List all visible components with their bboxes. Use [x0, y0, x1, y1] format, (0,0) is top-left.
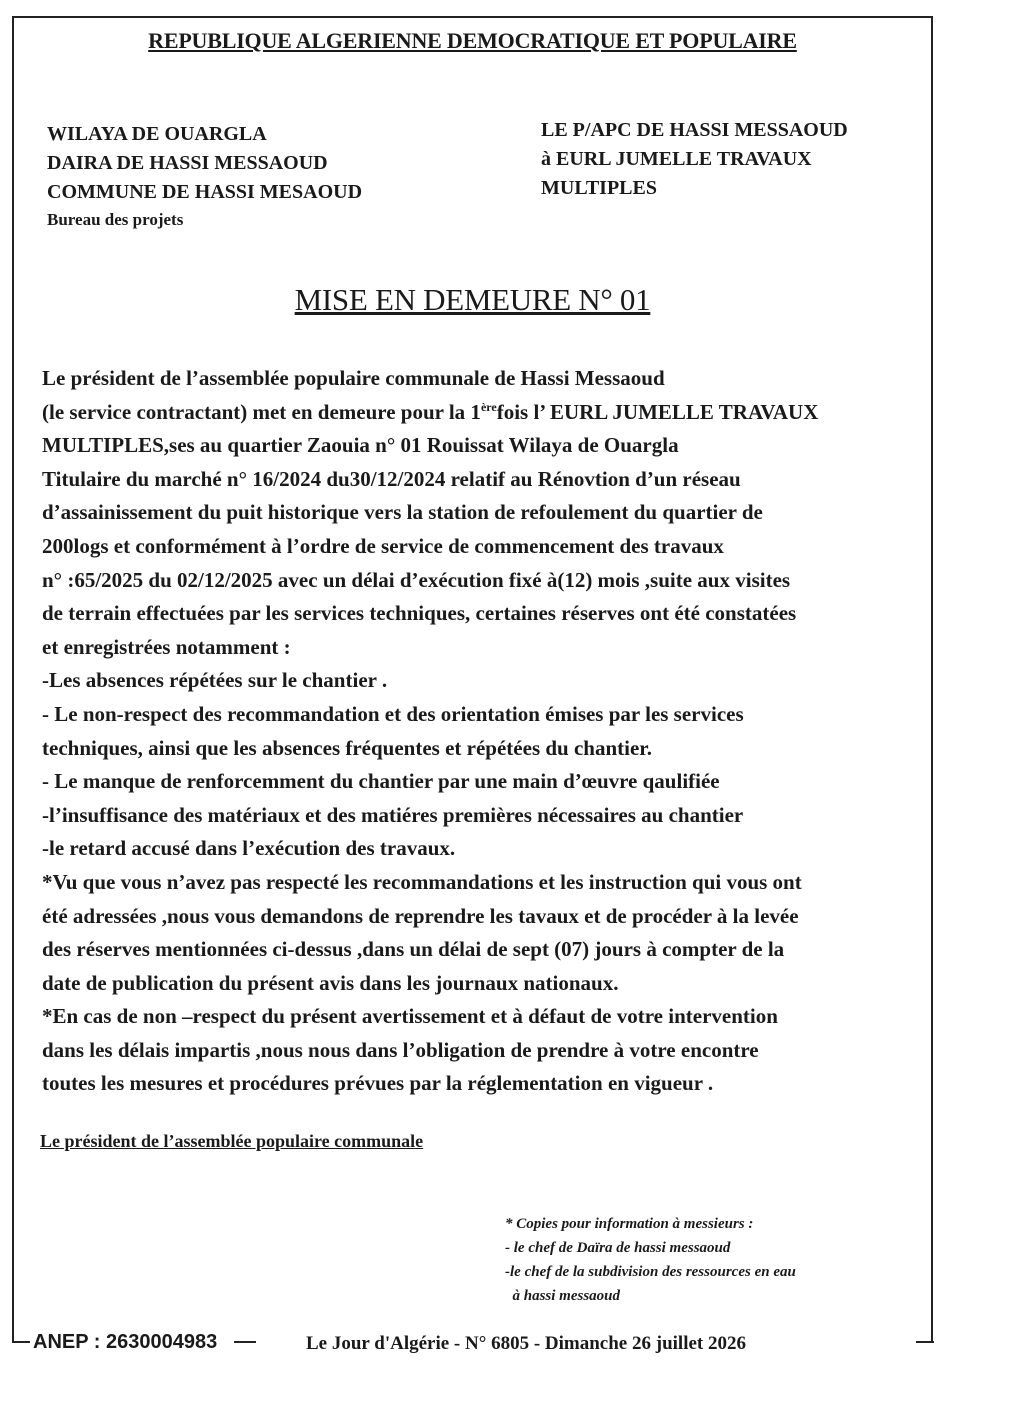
body-line: MULTIPLES,ses au quartier Zaouia n° 01 Rouissat Wilaya de Ouargla [42, 433, 679, 458]
reserve-item: - Le manque de renforcemment du chantier par une main d’œuvre qaulifiée [42, 769, 720, 794]
body-line: de terrain effectuées par les services techniques, certaines réserves ont été constatées [42, 601, 797, 626]
frame-bottom-left-rule [12, 1341, 30, 1343]
reserve-item: -Les absences répétées sur le chantier . [42, 668, 388, 693]
body-line: *En cas de non –respect du présent avertissement et à défaut de votre intervention [42, 1004, 778, 1029]
reserve-item: - Le non-respect des recommandation et des orientation émises par les services [42, 701, 744, 726]
copies-item: -le chef de la subdivision des ressources en eau [505, 1264, 796, 1280]
copies-item: à hassi messaoud [505, 1288, 621, 1304]
body-line: (le service contractant) met en demeure pour la 1èrefois l’ EURL JUMELLE TRAVAUX [42, 399, 819, 424]
recipient-line-1: LE P/APC DE HASSI MESSAOUD [541, 119, 848, 141]
body-line: Le président de l’assemblée populaire communale de Hassi Messaoud [42, 366, 665, 390]
document-title: MISE EN DEMEURE N° 01 [294, 282, 651, 317]
body-line: 200logs et conformément à l’ordre de service de commencement des travaux [42, 533, 724, 558]
recipient-block [541, 116, 848, 203]
copies-heading: * Copies pour information à messieurs : [505, 1216, 754, 1232]
anep-reference: ANEP : 2630004983 [33, 1331, 218, 1353]
body-line: des réserves mentionnées ci-dessus ,dans un délai de sept (07) jours à compter de la [42, 937, 785, 962]
issuer-daira: DAIRA DE HASSI MESSAOUD [47, 152, 328, 174]
signature-title: Le président de l’assemblée populaire communale [40, 1131, 424, 1151]
recipient-line-3: MULTIPLES [541, 177, 657, 199]
body-line: n° :65/2025 du 02/12/2025 avec un délai d’exécution fixé à(12) mois ,suite aux visites [42, 567, 791, 592]
body-line: toutes les mesures et procédures prévues par la réglementation en vigueur . [42, 1071, 714, 1096]
recipient-line-2: à EURL JUMELLE TRAVAUX [541, 148, 812, 170]
issuer-commune: COMMUNE DE HASSI MESAOUD [47, 181, 363, 203]
body-line: date de publication du présent avis dans les journaux nationaux. [42, 970, 619, 995]
newspaper-reference: Le Jour d'Algérie - N° 6805 - Dimanche 26 juillet 2026 [306, 1333, 746, 1354]
frame-bottom-mid-rule [234, 1341, 256, 1343]
republic-header: REPUBLIQUE ALGERIENNE DEMOCRATIQUE ET POPULAIRE [148, 28, 797, 53]
copies-item: - le chef de Daïra de hassi messaoud [505, 1240, 731, 1256]
frame-bottom-right-rule [916, 1341, 934, 1343]
notice-body [42, 362, 902, 1101]
reserve-item: -le retard accusé dans l’exécution des travaux. [42, 836, 456, 861]
issuer-wilaya: WILAYA DE OUARGLA [47, 123, 267, 145]
reserve-item: techniques, ainsi que les absences fréquentes et répétées du chantier. [42, 735, 652, 760]
body-line: dans les délais impartis ,nous nous dans l’obligation de prendre à votre encontre [42, 1037, 759, 1062]
body-line: Titulaire du marché n° 16/2024 du30/12/2024 relatif au Rénovtion d’un réseau [42, 466, 741, 491]
body-line: été adressées ,nous vous demandons de reprendre les tavaux et de procéder à la levée [42, 903, 799, 928]
copies-list [505, 1212, 796, 1308]
body-line: d’assainissement du puit historique vers la station de refoulement du quartier de [42, 500, 763, 525]
reserve-item: -l’insuffisance des matériaux et des matiéres premières nécessaires au chantier [42, 802, 744, 827]
body-line: et enregistrées notamment : [42, 634, 291, 659]
issuer-block [47, 120, 362, 233]
issuer-office: Bureau des projets [47, 210, 184, 229]
body-line: *Vu que vous n’avez pas respecté les recommandations et les instruction qui vous ont [42, 869, 802, 894]
